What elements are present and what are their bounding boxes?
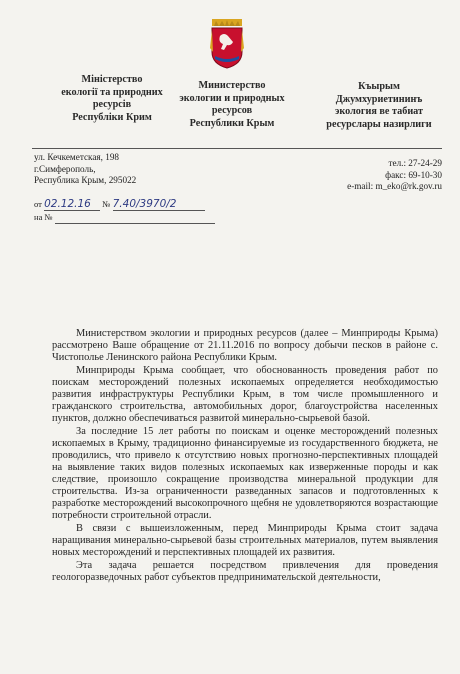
letter-body: [52, 328, 438, 586]
contact-tel: тел.: 27-24-29: [388, 158, 442, 168]
address-street: ул. Кечкеметская, 198: [34, 152, 120, 162]
ministry-ct-line: Къырым: [358, 81, 400, 92]
header-divider: [32, 148, 442, 149]
ref-number: 7.40/3970/2: [112, 198, 177, 210]
contact-fax: факс: 69-10-30: [385, 169, 442, 180]
ministry-ct-line: экология ве табиат: [334, 106, 424, 117]
body-paragraph: Минприроды Крыма сообщает, что обоснованность проведения работ по поискам месторождений полезных ископаемых определяется необходимостью развития инфраструктуры Республики Крым, в том числе промышленного и гражданского строительства, автомобильных дорог, благоустройства населенных пунктов, должно обеспечиваться развитой минерально-сырьевой базой.: [52, 365, 438, 424]
body-paragraph: Министерством экологии и природных ресурсов (далее – Минприроды Крыма) рассмотрено Ваше обращение от 21.11.2016 по вопросу добычи песков в районе с. Чистополье Ленинского района Республики Крым.: [52, 328, 438, 363]
contact-info: [347, 158, 442, 193]
address-republic: Республика Крым, 295022: [34, 175, 137, 186]
contact-email: e-mail: m_eko@rk.gov.ru: [347, 181, 442, 192]
ref-number-label: №: [102, 199, 111, 209]
ref-number-field: [113, 198, 205, 211]
body-paragraph: За последние 15 лет работы по поискам и оценке месторождений полезных ископаемых в Крыму, традиционно финансируемые из государственного бюджета, не проводились, что привело к отсутствию новых прогнозно-перспективных площадей на выявление таких видов полезных ископаемых как изверженные породы и как следствие, произошло сокращение производства минеральной продукции для строительства. Из-за ограниченности разведанных запасов и подготовленных к разработке месторождений высокопрочного щебня не удовлетворяются возрастающие потребности строительной отрасли.: [52, 426, 438, 521]
ministry-ua-line: Республіки Крим: [72, 111, 152, 123]
address-city: г.Симферополь,: [34, 163, 96, 174]
ministry-title-russian: [167, 80, 297, 130]
body-paragraph: В связи с вышеизложенным, перед Минприроды Крыма стоит задача наращивания минерально-сырьевой базы строительных материалов, путем выявления новых месторождений и перспективных площадей их развития.: [52, 523, 438, 558]
ministry-ct-line: ресурслары назирлиги: [326, 118, 432, 130]
ref-date-field: [44, 198, 100, 211]
ministry-ru-line: экологии и природных: [179, 92, 285, 104]
ministry-ua-line: екології та природних: [61, 86, 163, 98]
ministry-ru-line: Министерство: [198, 80, 266, 91]
outgoing-reference: [34, 198, 215, 224]
ministry-ru-line: ресурсов: [211, 105, 253, 116]
ministry-ru-line: Республики Крым: [189, 117, 275, 129]
ref-on-field: [55, 211, 215, 224]
ministry-ua-line: ресурсів: [92, 99, 132, 110]
ref-from-label: от: [34, 199, 42, 209]
ministry-title-ukrainian: [42, 74, 182, 124]
ref-date: 02.12.16: [44, 198, 91, 210]
ministry-ua-line: Міністерство: [81, 74, 143, 85]
postal-address: [34, 152, 136, 187]
ref-on-label: на №: [34, 212, 53, 222]
ministry-ct-line: Джумхуриетининъ: [335, 93, 423, 105]
body-paragraph: Эта задача решается посредством привлечения для проведения геологоразведочных работ субъектов предпринимательской деятельности,: [52, 560, 438, 584]
ministry-title-crimean-tatar: [318, 81, 440, 131]
crimea-coat-of-arms-icon: [209, 18, 245, 70]
